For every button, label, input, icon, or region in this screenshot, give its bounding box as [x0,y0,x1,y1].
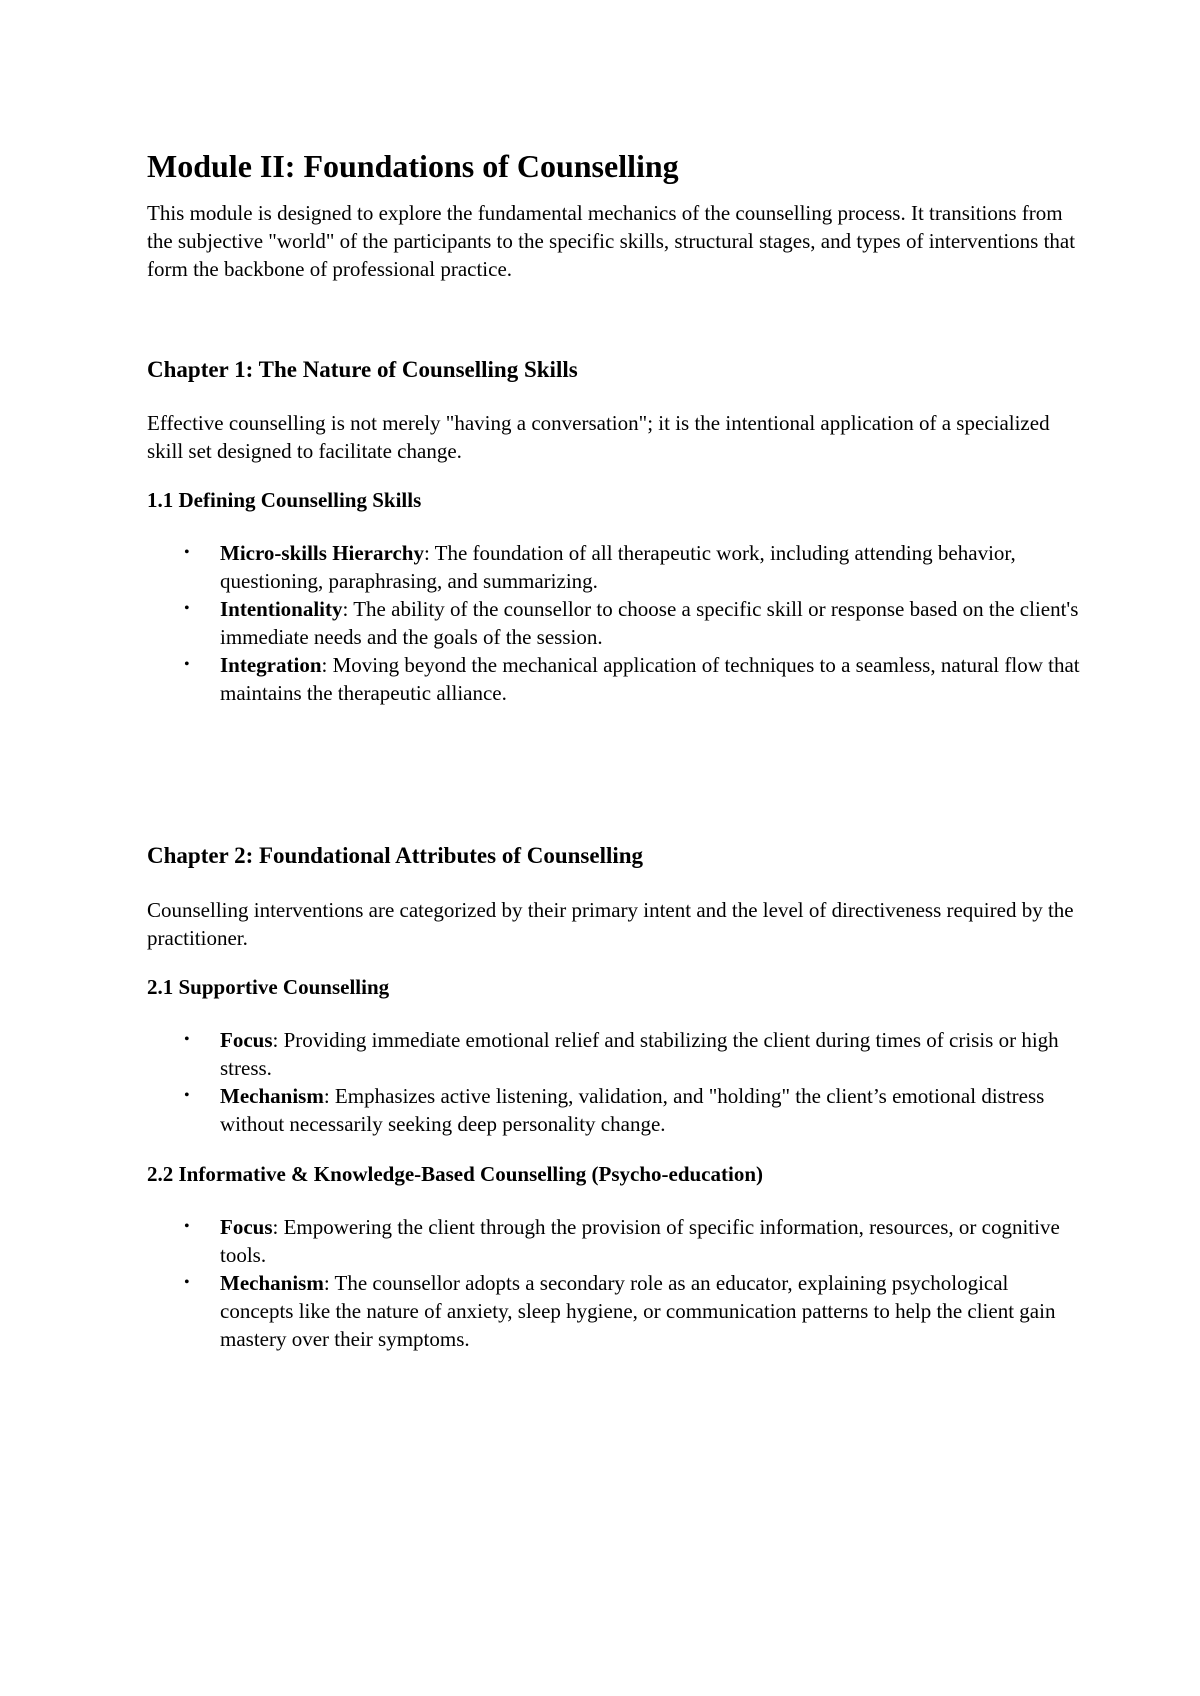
module-title: Module II: Foundations of Counselling [147,148,679,184]
chapter-2-intro: Counselling interventions are categorized by their primary intent and the level of directiveness required by the practitioner. [147,898,1074,950]
list-item [147,1082,1087,1138]
list-item [147,651,1087,707]
bullet-icon: • [184,1031,190,1048]
list-item-text: : The counsellor adopts a secondary role as an educator, explaining psychological concepts like the nature of anxiety, sleep hygiene, or communication patterns to help the client gain mastery over their symptoms. [220,1271,1056,1351]
list-item-term: Intentionality [220,597,343,621]
section-2-1-title: 2.1 Supportive Counselling [147,975,390,999]
chapter-2-title: Chapter 2: Foundational Attributes of Counselling [147,843,644,868]
section-1-1-title: 1.1 Defining Counselling Skills [147,488,422,512]
list-item-term: Integration [220,653,322,677]
bullet-icon: • [184,1087,190,1104]
list-item-text: : The foundation of all therapeutic work, including attending behavior, questioning, paraphrasing, and summarizing. [220,541,1016,593]
chapter-1-title: Chapter 1: The Nature of Counselling Skills [147,357,578,382]
section-2-1-list [147,1026,1087,1138]
list-item-term: Focus [220,1028,273,1052]
bullet-icon: • [184,544,190,561]
section-1-1-list [147,539,1087,707]
bullet-icon: • [184,600,190,617]
list-item [147,1269,1087,1353]
list-item [147,1026,1087,1082]
list-item [147,1213,1087,1269]
chapter-1-intro: Effective counselling is not merely "having a conversation"; it is the intentional application of a specialized skill set designed to facilitate change. [147,411,1050,463]
list-item-text: : Empowering the client through the provision of specific information, resources, or cognitive tools. [220,1215,1060,1267]
section-2-2-title: 2.2 Informative & Knowledge-Based Counselling (Psycho-education) [147,1162,763,1186]
bullet-icon: • [184,656,190,673]
list-item-text: : Moving beyond the mechanical application of techniques to a seamless, natural flow that maintains the therapeutic alliance. [220,653,1080,705]
list-item [147,539,1087,595]
list-item-text: : Emphasizes active listening, validation, and "holding" the client’s emotional distress without necessarily seeking deep personality change. [220,1084,1045,1136]
list-item [147,595,1087,651]
list-item-text: : Providing immediate emotional relief and stabilizing the client during times of crisis or high stress. [220,1028,1059,1080]
list-item-term: Micro-skills Hierarchy [220,541,424,565]
list-item-term: Mechanism [220,1084,324,1108]
list-item-term: Focus [220,1215,273,1239]
list-item-text: : The ability of the counsellor to choose a specific skill or response based on the client's immediate needs and the goals of the session. [220,597,1079,649]
list-item-term: Mechanism [220,1271,324,1295]
bullet-icon: • [184,1274,190,1291]
bullet-icon: • [184,1218,190,1235]
module-intro: This module is designed to explore the fundamental mechanics of the counselling process. It transitions from the subjective "world" of the participants to the specific skills, structural stages, and types of interventions that form the backbone of professional practice. [147,201,1076,281]
section-2-2-list [147,1213,1087,1353]
